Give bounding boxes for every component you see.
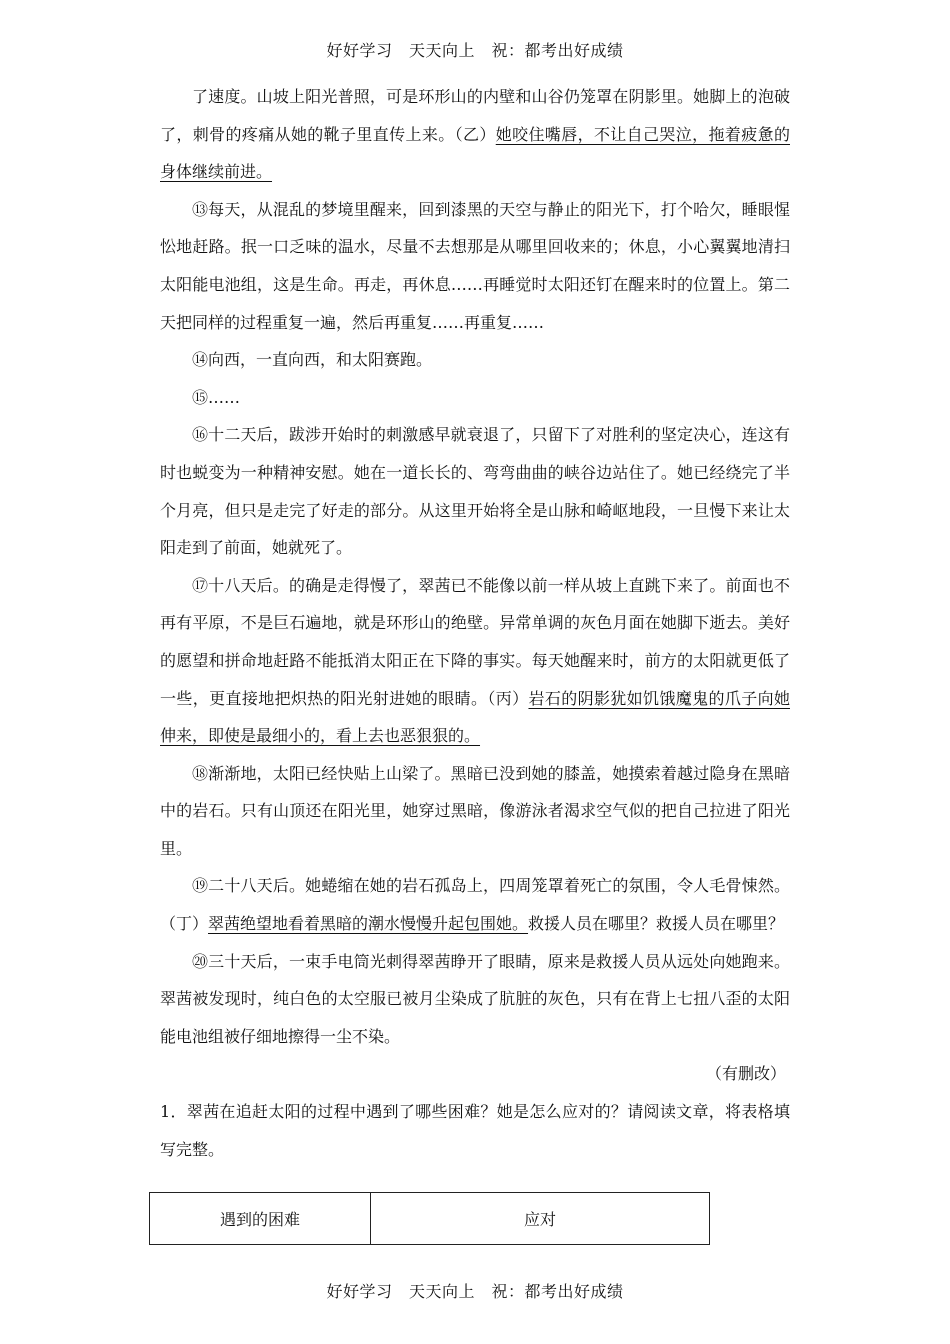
- paragraph-17: [160, 567, 790, 755]
- paragraph-15: ⑮……: [192, 387, 241, 407]
- paragraph-12-text: 了速度。山坡上阳光普照，可是环形山的内壁和山谷仍笼罩在阴影里。她脚上的泡破了，刺骨的疼痛从她的靴子里直传上来。（乙）: [160, 87, 790, 144]
- paragraph-13: ⑬每天，从混乱的梦境里醒来，回到漆黑的天空与静止的阳光下，打个哈欠，睡眼惺忪地赶路。抿一口乏味的温水，尽量不去想那是从哪里回收来的；休息，小心翼翼地清扫太阳能电池组，这是生命。再走，再休息……再睡觉时太阳还钉在醒来时的位置上。第二天把同样的过程重复一遍，然后再重复……再重复……: [160, 199, 790, 332]
- paragraph-14: ⑭向西，一直向西，和太阳赛跑。: [192, 350, 433, 370]
- table-header-difficulty: 遇到的困难: [150, 1193, 371, 1245]
- paragraph-20: ⑳三十天后，一束手电筒光刺得翠茜睁开了眼睛，原来是救援人员从远处向她跑来。翠茜被发现时，纯白色的太空服已被月尘染成了肮脏的灰色，只有在背上七扭八歪的太阳能电池组被仔细地擦得一尘不染。: [160, 951, 790, 1046]
- paragraph-19-text-2: 救援人员在哪里？救援人员在哪里？: [528, 914, 785, 934]
- page-header: 好好学习 天天向上 祝：都考出好成绩: [326, 41, 624, 60]
- paragraph-18: ⑱渐渐地，太阳已经快贴上山梁了。黑暗已没到她的膝盖，她摸索着越过隐身在黑暗中的岩石。只有山顶还在阳光里，她穿过黑暗，像游泳者渴求空气似的把自己拉进了阳光里。: [160, 763, 790, 858]
- underlined-sentence-bing: 岩石的阴影犹如饥饿魔鬼的爪子向她伸来，即使是最细小的，看上去也恶狠狠的。: [160, 688, 790, 746]
- edit-note: （有删改）: [705, 1064, 786, 1084]
- table-header-response: 应对: [371, 1193, 710, 1245]
- paragraph-19: [160, 867, 790, 942]
- answer-table: [149, 1192, 710, 1245]
- paragraph-19-text: ⑲二十八天后。她蜷缩在她的岩石孤岛上，四周笼罩着死亡的氛围，令人毛骨悚然。（丁）: [160, 876, 790, 934]
- question-1: 1．翠茜在追赶太阳的过程中遇到了哪些困难？她是怎么应对的？请阅读文章，将表格填写完整。: [160, 1102, 790, 1159]
- table-header-row: [150, 1193, 710, 1245]
- page-footer: 好好学习 天天向上 祝：都考出好成绩: [326, 1282, 624, 1301]
- paragraph-17-text: ⑰十八天后。的确是走得慢了，翠茜已不能像以前一样从坡上直跳下来了。前面也不再有平原，不是巨石遍地，就是环形山的绝壁。异常单调的灰色月面在她脚下逝去。美好的愿望和拼命地赶路不能抵消太阳正在下降的事实。每天她醒来时，前方的太阳就更低了一些，更直接地把炽热的阳光射进她的眼睛。（丙）: [160, 575, 790, 708]
- underlined-sentence-ding: 翠茜绝望地看着黑暗的潮水慢慢升起包围她。: [208, 914, 529, 934]
- article-body: [160, 78, 790, 1168]
- underlined-sentence-yi: 她咬住嘴唇，不让自己哭泣，拖着疲惫的身体继续前进。: [160, 124, 790, 182]
- paragraph-12: [160, 78, 790, 191]
- paragraph-16: ⑯十二天后，跋涉开始时的刺激感早就衰退了，只留下了对胜利的坚定决心，连这有时也蜕变为一种精神安慰。她在一道长长的、弯弯曲曲的峡谷边站住了。她已经绕完了半个月亮，但只是走完了好走的部分。从这里开始将全是山脉和崎岖地段，一旦慢下来让太阳走到了前面，她就死了。: [160, 425, 790, 558]
